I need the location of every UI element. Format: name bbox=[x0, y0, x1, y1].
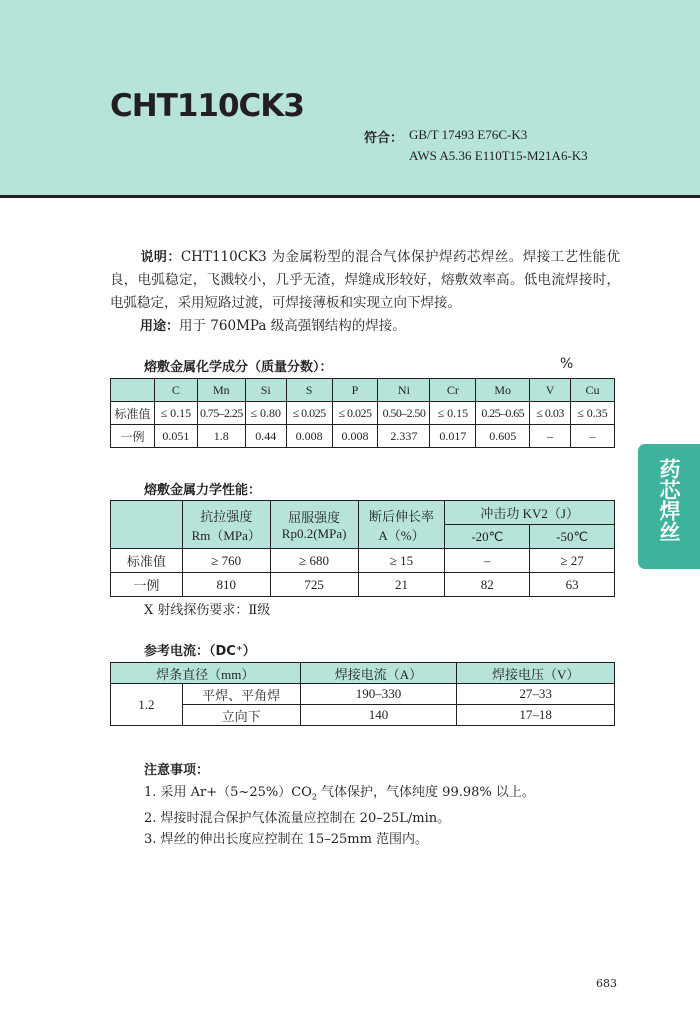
table-cell: 0.605 bbox=[476, 425, 530, 448]
description-text: CHT110CK3 为金属粉型的混合气体保护焊药芯焊丝。焊接工艺性能优良，电弧稳定，飞溅较小，几乎无渣，焊缝成形较好，熔敷效率高。低电流焊接时，电弧稳定，采用短路过渡，可焊接薄板和实现立向下焊接。 bbox=[110, 249, 620, 311]
description-paragraph bbox=[110, 246, 620, 315]
current-header-row bbox=[111, 663, 615, 684]
table-cell: 140 bbox=[300, 705, 457, 726]
table-cell: ≤ 0.025 bbox=[286, 402, 332, 425]
chem-col-header: Cu bbox=[571, 379, 615, 402]
table-cell: 27–33 bbox=[457, 684, 615, 705]
impact-subheader: -20℃ bbox=[445, 525, 530, 549]
chem-col-header bbox=[111, 379, 155, 402]
chemistry-title: 熔敷金属化学成分（质量分数）： bbox=[144, 360, 333, 375]
table-cell: 0.44 bbox=[245, 425, 286, 448]
tensile-header-name: 抗拉强度 bbox=[200, 508, 253, 524]
impact-subheader: -50℃ bbox=[530, 525, 615, 549]
table-cell: 0.008 bbox=[332, 425, 378, 448]
table-cell: 0.017 bbox=[430, 425, 476, 448]
note-item: 3. 焊丝的伸出长度应控制在 15–25mm 范围内。 bbox=[144, 831, 429, 847]
table-cell: – bbox=[445, 549, 530, 573]
diameter-header: 焊条直径（mm） bbox=[111, 663, 301, 684]
page-number: 683 bbox=[596, 977, 617, 990]
table-cell: ≤ 0.03 bbox=[530, 402, 571, 425]
usage-text: 用于 760MPa 级高强钢结构的焊接。 bbox=[179, 318, 406, 334]
mech-corner-cell bbox=[111, 501, 183, 549]
standard-label: 符合： bbox=[364, 131, 404, 146]
note-item-subscript: 2 bbox=[311, 792, 317, 802]
description-label: 说明： bbox=[140, 250, 181, 265]
product-title: CHT110CK3 bbox=[110, 88, 304, 124]
table-cell: ≤ 0.15 bbox=[430, 402, 476, 425]
usage-paragraph bbox=[110, 315, 620, 338]
chem-col-header: P bbox=[332, 379, 378, 402]
yield-header-unit: Rp0.2(MPa) bbox=[281, 526, 347, 541]
table-cell: ≥ 27 bbox=[530, 549, 615, 573]
row-label: 一例 bbox=[111, 425, 155, 448]
chemistry-header-row bbox=[111, 379, 615, 402]
notes-section bbox=[144, 760, 535, 850]
chem-col-header: C bbox=[154, 379, 197, 402]
side-tab-label: 药芯焊丝 bbox=[657, 458, 681, 542]
table-cell: 810 bbox=[182, 573, 270, 597]
yield-header-name: 屈服强度 bbox=[288, 510, 341, 525]
chemistry-unit: % bbox=[560, 356, 574, 372]
chem-col-header: Cr bbox=[430, 379, 476, 402]
row-label: 一例 bbox=[111, 573, 183, 597]
tensile-header bbox=[182, 501, 270, 549]
standard-gb: GB/T 17493 E76C-K3 bbox=[409, 127, 528, 142]
intro-section bbox=[110, 246, 620, 338]
table-cell: ≥ 760 bbox=[182, 549, 270, 573]
table-cell: 21 bbox=[358, 573, 445, 597]
xray-requirement: X 射线探伤要求：Ⅱ级 bbox=[144, 603, 271, 618]
mechanical-header-row bbox=[111, 501, 615, 525]
elongation-header bbox=[358, 501, 445, 549]
chem-col-header: Ni bbox=[378, 379, 430, 402]
table-cell: 0.25–0.65 bbox=[476, 402, 530, 425]
header-divider bbox=[0, 195, 700, 198]
notes-title: 注意事项： bbox=[144, 763, 210, 778]
chem-col-header: Mo bbox=[476, 379, 530, 402]
chem-col-header: V bbox=[530, 379, 571, 402]
usage-label: 用途： bbox=[140, 319, 180, 334]
voltage-header: 焊接电压（V） bbox=[457, 663, 615, 684]
table-cell: 0.051 bbox=[154, 425, 197, 448]
table-cell: 63 bbox=[530, 573, 615, 597]
chem-col-header: Mn bbox=[197, 379, 245, 402]
table-cell: – bbox=[571, 425, 615, 448]
note-item bbox=[144, 782, 535, 808]
table-cell: 2.337 bbox=[378, 425, 430, 448]
mechanical-table bbox=[110, 500, 615, 597]
amperage-header: 焊接电流（A） bbox=[300, 663, 457, 684]
table-cell: ≥ 680 bbox=[270, 549, 358, 573]
note-item: 2. 焊接时混合保护气体流量应控制在 20–25L/min。 bbox=[144, 810, 451, 826]
mechanical-title: 熔敷金属力学性能： bbox=[144, 483, 262, 498]
table-row bbox=[111, 425, 615, 448]
elongation-header-unit: A（%） bbox=[378, 527, 425, 543]
table-cell: – bbox=[530, 425, 571, 448]
row-label: 标准值 bbox=[111, 402, 155, 425]
table-cell: 1.8 bbox=[197, 425, 245, 448]
standard-aws: AWS A5.36 E110T15-M21A6-K3 bbox=[409, 148, 588, 163]
table-cell: 0.008 bbox=[286, 425, 332, 448]
elongation-header-name: 断后伸长率 bbox=[368, 508, 434, 524]
header-band bbox=[0, 0, 700, 196]
table-cell: 0.75–2.25 bbox=[197, 402, 245, 425]
table-cell: ≤ 0.025 bbox=[332, 402, 378, 425]
table-row bbox=[111, 573, 615, 597]
position-cell: 平焊、平角焊 bbox=[182, 684, 300, 705]
table-row bbox=[111, 705, 615, 726]
chem-col-header: S bbox=[286, 379, 332, 402]
table-row bbox=[111, 684, 615, 705]
position-cell: 立向下 bbox=[182, 705, 300, 726]
table-cell: ≥ 15 bbox=[358, 549, 445, 573]
chem-col-header: Si bbox=[245, 379, 286, 402]
chemistry-table bbox=[110, 378, 615, 448]
tensile-header-unit: Rm（MPa） bbox=[191, 527, 261, 543]
table-cell: 82 bbox=[445, 573, 530, 597]
current-table bbox=[110, 662, 615, 726]
table-cell: ≤ 0.35 bbox=[571, 402, 615, 425]
diameter-value: 1.2 bbox=[111, 684, 183, 726]
note-item-text: 气体保护，气体纯度 99.98% 以上。 bbox=[316, 785, 535, 800]
section-side-tab bbox=[638, 444, 700, 569]
table-cell: ≤ 0.80 bbox=[245, 402, 286, 425]
table-row bbox=[111, 402, 615, 425]
current-title: 参考电流：（DC⁺） bbox=[144, 644, 256, 659]
table-cell: 17–18 bbox=[457, 705, 615, 726]
table-cell: 725 bbox=[270, 573, 358, 597]
row-label: 标准值 bbox=[111, 549, 183, 573]
impact-header: 冲击功 KV2（J） bbox=[445, 501, 615, 525]
table-cell: ≤ 0.15 bbox=[154, 402, 197, 425]
note-item-text: 1. 采用 Ar+（5~25%）CO bbox=[144, 785, 312, 800]
table-row bbox=[111, 549, 615, 573]
table-cell: 190–330 bbox=[300, 684, 457, 705]
table-cell: 0.50–2.50 bbox=[378, 402, 430, 425]
yield-header bbox=[270, 501, 358, 549]
